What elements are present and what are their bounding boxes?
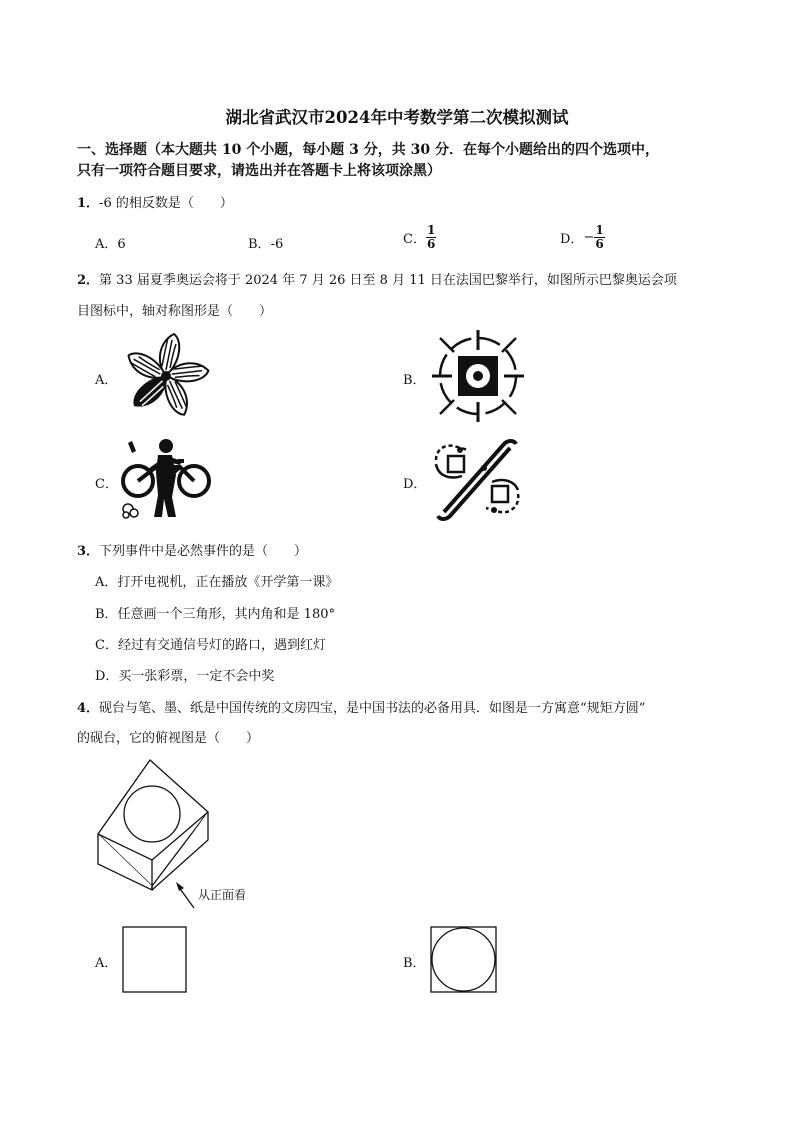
square-view: [122, 926, 188, 994]
target-pictogram: [432, 330, 524, 422]
q2-option-b-label[interactable]: B．: [403, 373, 426, 388]
hockey-pictogram: [430, 434, 526, 526]
question-4-line2: 的砚台，它的俯视图是（ ）: [77, 731, 260, 746]
cyclist-pictogram: [118, 437, 214, 523]
q4-option-a-label[interactable]: A．: [95, 956, 118, 971]
question-stem: -6 的相反数是（ ）: [99, 196, 233, 211]
question-2-line2: 目图标中，轴对称图形是（ ）: [77, 304, 273, 319]
question-3: 3．下列事件中是必然事件的是（ ）: [77, 544, 308, 559]
q2-option-a-label[interactable]: A．: [95, 373, 118, 388]
q3-option-d[interactable]: D．买一张彩票，一定不会中奖: [95, 669, 275, 684]
question-4-line1: 4．砚台与笔、墨、纸是中国传统的文房四宝，是中国书法的必备用具．如图是一方寓意“规矩方圆”: [77, 701, 646, 716]
pinwheel-pictogram: [120, 330, 212, 422]
fraction: $\frac{1}{6}$: [426, 223, 436, 251]
q3-option-b[interactable]: B．任意画一个三角形，其内角和是 180°: [95, 607, 335, 622]
inkstone-figure: [94, 758, 214, 894]
q1-option-d[interactable]: D．− $\frac{1}{6}$: [560, 223, 604, 251]
q2-option-c-label[interactable]: C．: [95, 477, 118, 492]
q2-option-d-label[interactable]: D．: [403, 477, 427, 492]
q4-option-b-label[interactable]: B．: [403, 956, 426, 971]
question-number: 3．: [77, 544, 100, 559]
question-number: 1．: [77, 196, 100, 211]
q3-option-a[interactable]: A．打开电视机，正在播放《开学第一课》: [95, 575, 339, 590]
q1-option-b[interactable]: B．-6: [248, 237, 284, 252]
question-number: 4．: [77, 701, 100, 716]
q1-option-a[interactable]: A．6: [95, 237, 126, 252]
view-direction-arrow-icon: [174, 880, 198, 910]
question-2-line1: 2．第 33 届夏季奥运会将于 2024 年 7 月 26 日至 8 月 11 日在法国巴黎举行，如图所示巴黎奥运会项: [77, 273, 677, 288]
q3-option-c[interactable]: C．经过有交通信号灯的路口，遇到红灯: [95, 638, 326, 653]
square-circle-view: [430, 926, 498, 994]
section-heading-line1: 一、选择题（本大题共 10 个小题，每小题 3 分，共 30 分．在每个小题给出的四个选项中，: [77, 142, 659, 158]
fraction: $\frac{1}{6}$: [595, 223, 604, 251]
view-direction-label: 从正面看: [198, 888, 247, 902]
section-heading-line2: 只有一项符合题目要求，请选出并在答题卡上将该项涂黑）: [77, 163, 441, 179]
page-title: 湖北省武汉市2024年中考数学第二次模拟测试: [225, 108, 569, 127]
question-1: [77, 192, 233, 211]
q1-option-c[interactable]: C． $\frac{1}{6}$: [403, 223, 436, 251]
question-number: 2．: [77, 273, 100, 288]
